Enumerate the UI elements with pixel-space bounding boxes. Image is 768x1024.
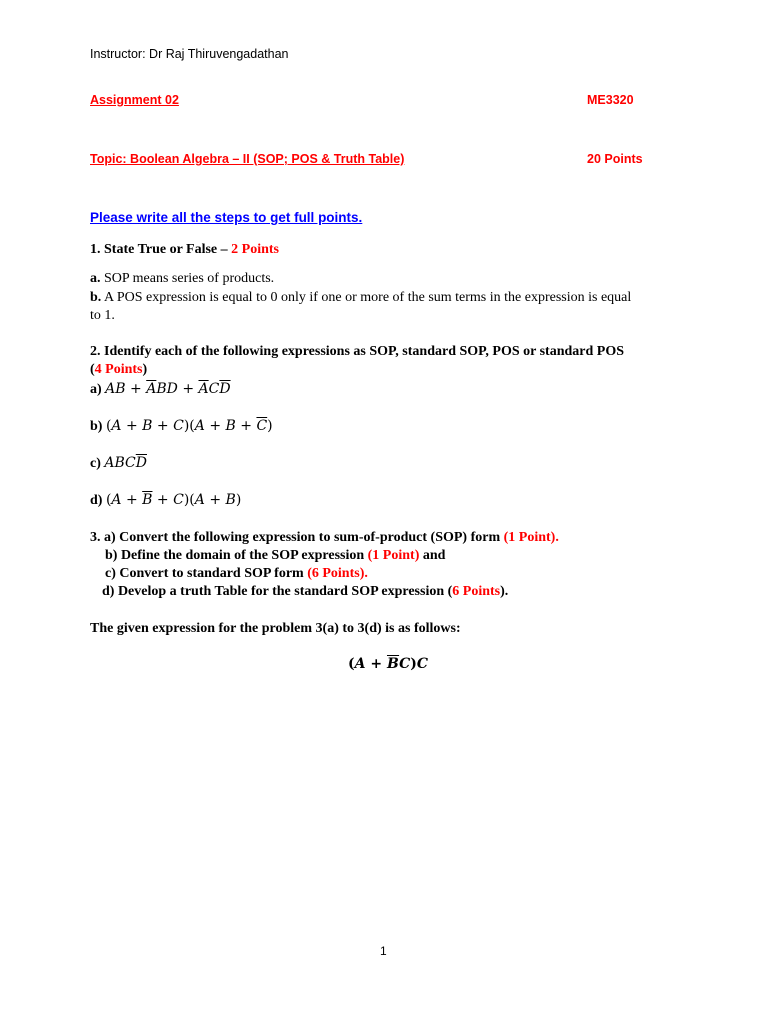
given-expression-math: $(A + \overline{B}C)C$ — [348, 656, 429, 672]
course-code: ME3320 — [587, 93, 634, 107]
q1-heading-text: 1. State True or False – — [90, 242, 232, 257]
q2-item-c — [90, 454, 147, 473]
q3-part-d — [102, 583, 508, 601]
q2-points-close: ) — [142, 362, 148, 377]
q2-d-label: d) — [90, 493, 103, 508]
q1-b-text: A POS expression is equal to 0 only if one or more of the sum terms in the expression is equal — [101, 290, 632, 305]
q2-d-expression: $(A + \overline{B} + C)(A + B)$ — [105, 492, 242, 508]
q1-item-b-continued: to 1. — [90, 308, 115, 323]
q2-item-a — [90, 380, 231, 399]
page-number: 1 — [380, 944, 387, 958]
q1-a-label: a. — [90, 271, 101, 286]
q1-item-a — [90, 270, 274, 288]
q1-b-label: b. — [90, 290, 102, 305]
q1-points: 2 Points — [231, 242, 279, 257]
total-points: 20 Points — [587, 152, 643, 166]
q1-heading — [90, 241, 279, 259]
q3-given-line: The given expression for the problem 3(a) to 3(d) is as follows: — [90, 621, 461, 636]
topic-line: Topic: Boolean Algebra – II (SOP; POS & Truth Table) — [90, 152, 405, 166]
q1-item-b — [90, 289, 631, 307]
q3-d-text: d) Develop a truth Table for the standard SOP expression ( — [102, 584, 453, 599]
q3-c-points: (6 Points). — [307, 566, 368, 581]
q3-part-a — [90, 529, 559, 547]
q2-item-d — [90, 491, 241, 510]
assignment-title: Assignment 02 — [90, 93, 179, 107]
q1-a-text: SOP means series of products. — [100, 271, 275, 286]
q3-d-points: 6 Points — [452, 584, 501, 599]
q3-a-text: 3. a) Convert the following expression to sum-of-product (SOP) form — [90, 530, 504, 545]
q3-c-text: c) Convert to standard SOP form — [105, 566, 308, 581]
q3-b-points: (1 Point) — [367, 548, 420, 563]
q2-c-expression: $ABC\overline{D}$ — [104, 455, 147, 471]
q3-a-points: (1 Point). — [503, 530, 559, 545]
q3-d-tail: ). — [500, 584, 509, 599]
q3-part-c — [105, 565, 368, 583]
q2-points-open: ( — [90, 362, 95, 377]
instruction-line: Please write all the steps to get full points. — [90, 210, 363, 225]
q2-b-expression: $(A + B + C)(A + B + \overline{C})$ — [105, 418, 273, 434]
q2-item-b — [90, 417, 273, 436]
given-expression — [348, 655, 428, 673]
q3-b-tail: and — [419, 548, 446, 563]
q2-b-label: b) — [90, 419, 103, 434]
q2-points: 4 Points — [94, 362, 143, 377]
q3-b-text: b) Define the domain of the SOP expression — [105, 548, 368, 563]
q2-c-label: c) — [90, 456, 101, 471]
q2-points-line — [90, 361, 147, 379]
instructor-line: Instructor: Dr Raj Thiruvengadathan — [90, 47, 289, 61]
q2-heading: 2. Identify each of the following expressions as SOP, standard SOP, POS or standard POS — [90, 344, 625, 359]
q2-a-expression: AB + $\overline{A}BD + \overline{A}C\overline{D}$ — [105, 381, 231, 397]
q2-a-label: a) — [90, 382, 102, 397]
q3-part-b — [105, 547, 445, 565]
